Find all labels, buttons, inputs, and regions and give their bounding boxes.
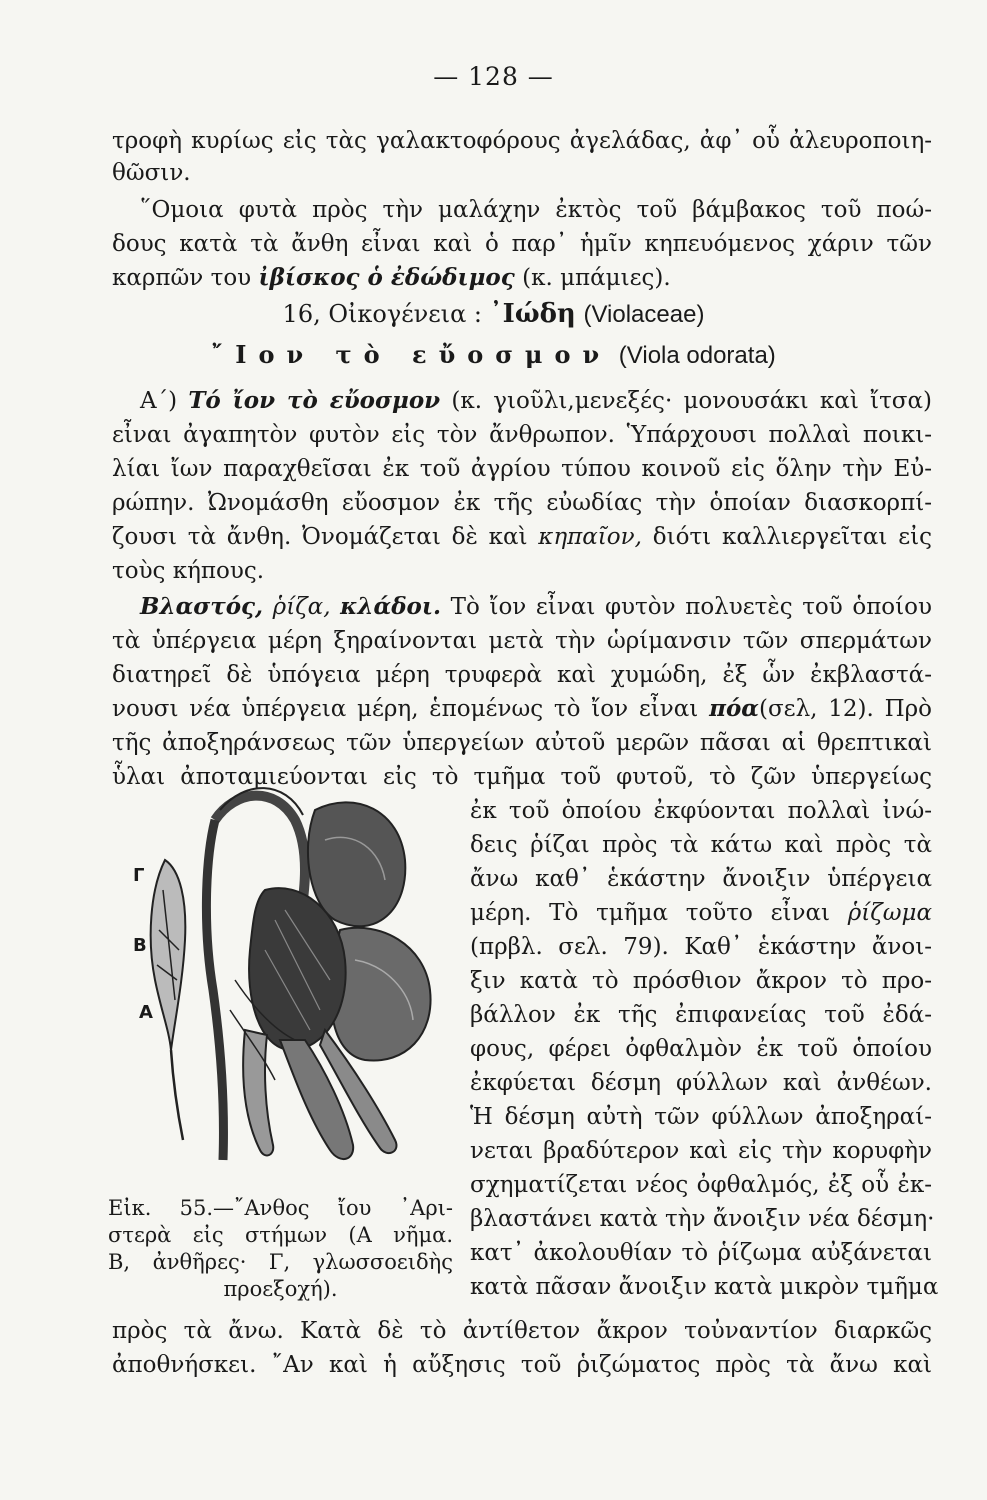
text-line: φους, φέρει ὀφθαλμὸν ἐκ τοῦ ὁποίου — [470, 1036, 932, 1062]
text-span: Τὸ ἴον εἶναι φυτὸν πολυετὲς τοῦ ὁποίου — [450, 594, 933, 620]
text-line: ἐκφύεται δέσμη φύλλων καὶ ἀνθέων. — [470, 1070, 932, 1096]
text-line: ῞Ομοια φυτὰ πρὸς τὴν μαλάχην ἐκτὸς τοῦ βάμβακος τοῦ ποώ- — [140, 197, 932, 223]
text-line: ἄνω καθ᾽ ἑκάστην ἄνοιξιν ὑπέργεια — [470, 866, 932, 892]
species-latin: (Viola odorata) — [618, 342, 776, 369]
text-line — [470, 896, 932, 930]
text-line — [140, 384, 932, 418]
violet-flower-illustration — [125, 780, 455, 1180]
figure-label-g: Γ — [133, 865, 145, 886]
caption-line: Εἰκ. 55.—῎Ανθος ἴου ᾽Αρι- — [108, 1196, 453, 1220]
text-line: τοὺς κήπους. — [112, 558, 265, 584]
species-name-bold: ἰβίσκος ὁ ἐδώδιμος — [258, 264, 515, 291]
text-span: (κ. μπάμιες). — [522, 265, 671, 291]
italic-term: κηπαῖον, — [538, 524, 642, 550]
subheading: Βλαστός, — [140, 593, 264, 620]
section-marker: Α΄) — [140, 388, 178, 414]
figure-label-a: Α — [139, 1002, 153, 1023]
text-line: τὰ ὑπέργεια μέρη ξηραίνονται μετὰ τὴν ὡρίμανσιν τῶν σπερμάτων — [112, 628, 932, 654]
text-span: νουσι νέα ὑπέργεια μέρη, ἑπομένως τὸ ἴον εἶναι — [112, 696, 699, 722]
text-line — [140, 590, 932, 624]
text-line: τῆς ἀποξηράνσεως τῶν ὑπεργείων αὐτοῦ μερῶν πᾶσαι αἱ θρεπτικαὶ — [112, 730, 932, 756]
subheading: κλάδοι. — [340, 593, 442, 620]
text-line: εἶναι ἀγαπητὸν φυτὸν εἰς τὸν ἄνθρωπον. Ὑπάρχουσι πολλαὶ ποικι- — [112, 422, 932, 448]
text-line: νεται βραδύτερον καὶ εἰς τὴν κορυφὴν — [470, 1138, 932, 1164]
family-name: ᾽Ιώδη — [489, 299, 576, 329]
page-number: — 128 — — [433, 62, 554, 91]
caption-line: προεξοχή). — [223, 1277, 338, 1301]
text-span: μέρη. Τὸ τμῆμα τοῦτο εἶναι — [470, 900, 831, 926]
text-line: τροφὴ κυρίως εἰς τὰς γαλακτοφόρους ἀγελάδας, ἀφ᾽ οὗ ἀλευροποιη- — [112, 128, 932, 154]
text-line: κατὰ πᾶσαν ἄνοιξιν κατὰ μικρὸν τμῆμα — [470, 1274, 939, 1300]
text-line: ἀποθνήσκει. ῎Αν καὶ ἡ αὔξησις τοῦ ῥιζώματος πρὸς τὰ ἄνω καὶ — [112, 1352, 932, 1378]
text-line: βάλλον ἐκ τῆς ἐπιφανείας τοῦ ἐδά- — [470, 1002, 932, 1028]
text-line: λίαι ἴων παραχθεῖσαι ἐκ τοῦ ἀγρίου τύπου κοινοῦ εἰς ὅλην τὴν Εὐ- — [112, 456, 932, 482]
text-line: (πρβλ. σελ. 79). Καθ᾽ ἑκάστην ἄνοι- — [470, 934, 932, 960]
family-heading — [0, 299, 987, 329]
text-line — [112, 520, 932, 554]
caption-line: Β, ἀνθῆρες· Γ, γλωσσοειδὴς — [108, 1250, 453, 1274]
text-line — [112, 692, 932, 726]
text-span: (κ. γιοῦλι,μενεξές· μονουσάκι καὶ ἴτσα) — [451, 388, 932, 414]
flower-drawing — [125, 780, 455, 1180]
text-line — [112, 261, 932, 295]
text-line: διατηρεῖ δὲ ὑπόγεια μέρη τρυφερὰ καὶ χυμώδη, ἐξ ὧν ἐκβλαστά- — [112, 662, 932, 688]
family-latin: (Violaceae) — [583, 301, 705, 328]
text-line: κατ᾽ ἀκολουθίαν τὸ ῥίζωμα αὐξάνεται — [470, 1240, 932, 1266]
text-span: διότι καλλιεργεῖται εἰς — [652, 524, 933, 550]
text-line: σχηματίζεται νέος ὀφθαλμός, ἐξ οὗ ἐκ- — [470, 1172, 932, 1198]
text-line: ἐκ τοῦ ὁποίου ἐκφύονται πολλαὶ ἰνώ- — [470, 798, 932, 824]
species-name: ῎Ιον τὸ εὔοσμον — [211, 340, 612, 369]
text-line: δεις ῥίζαι πρὸς τὰ κάτω καὶ πρὸς τὰ — [470, 832, 932, 858]
italic-term: ῥίζωμα — [847, 900, 932, 926]
text-line: βλαστάνει κατὰ τὴν ἄνοιξιν νέα δέσμη· — [470, 1206, 935, 1232]
family-prefix: 16, Οἰκογένεια : — [282, 300, 483, 328]
text-line: ὗλαι ἀποταμιεύονται εἰς τὸ τμῆμα τοῦ φυτοῦ, τὸ ζῶν ὑπεργείως — [112, 764, 932, 790]
text-line: θῶσιν. — [112, 160, 191, 186]
species-heading — [0, 340, 987, 370]
caption-line: στερὰ εἰς στήμων (Α νῆμα. — [108, 1223, 453, 1247]
text-span: καρπῶν του — [112, 265, 252, 291]
text-line: Ἡ δέσμη αὐτὴ τῶν φύλλων ἀποξηραί- — [470, 1104, 932, 1130]
text-line: ξιν κατὰ τὸ πρόσθιον ἄκρον τὸ προ- — [470, 968, 932, 994]
subheading: Τό ἴον τὸ εὔοσμον — [188, 387, 441, 414]
figure-label-b: Β — [133, 935, 147, 956]
subheading: ῥίζα, — [272, 594, 331, 620]
text-line: δους κατὰ τὰ ἄνθη εἶναι καὶ ὁ παρ᾽ ἡμῖν κηπευόμενος χάριν τῶν — [112, 231, 932, 257]
text-line: ρώπην. Ὠνομάσθη εὔοσμον ἐκ τῆς εὐωδίας τὴν ὁποίαν διασκορπί- — [112, 490, 932, 516]
text-span: ζουσι τὰ ἄνθη. Ὀνομάζεται δὲ καὶ — [112, 524, 528, 550]
text-span: (σελ, 12). Πρὸ — [759, 696, 933, 722]
text-line: πρὸς τὰ ἄνω. Κατὰ δὲ τὸ ἀντίθετον ἄκρον τοὐναντίον διαρκῶς — [112, 1318, 932, 1344]
figure-caption — [108, 1195, 453, 1303]
italic-term: πόα — [709, 695, 759, 722]
